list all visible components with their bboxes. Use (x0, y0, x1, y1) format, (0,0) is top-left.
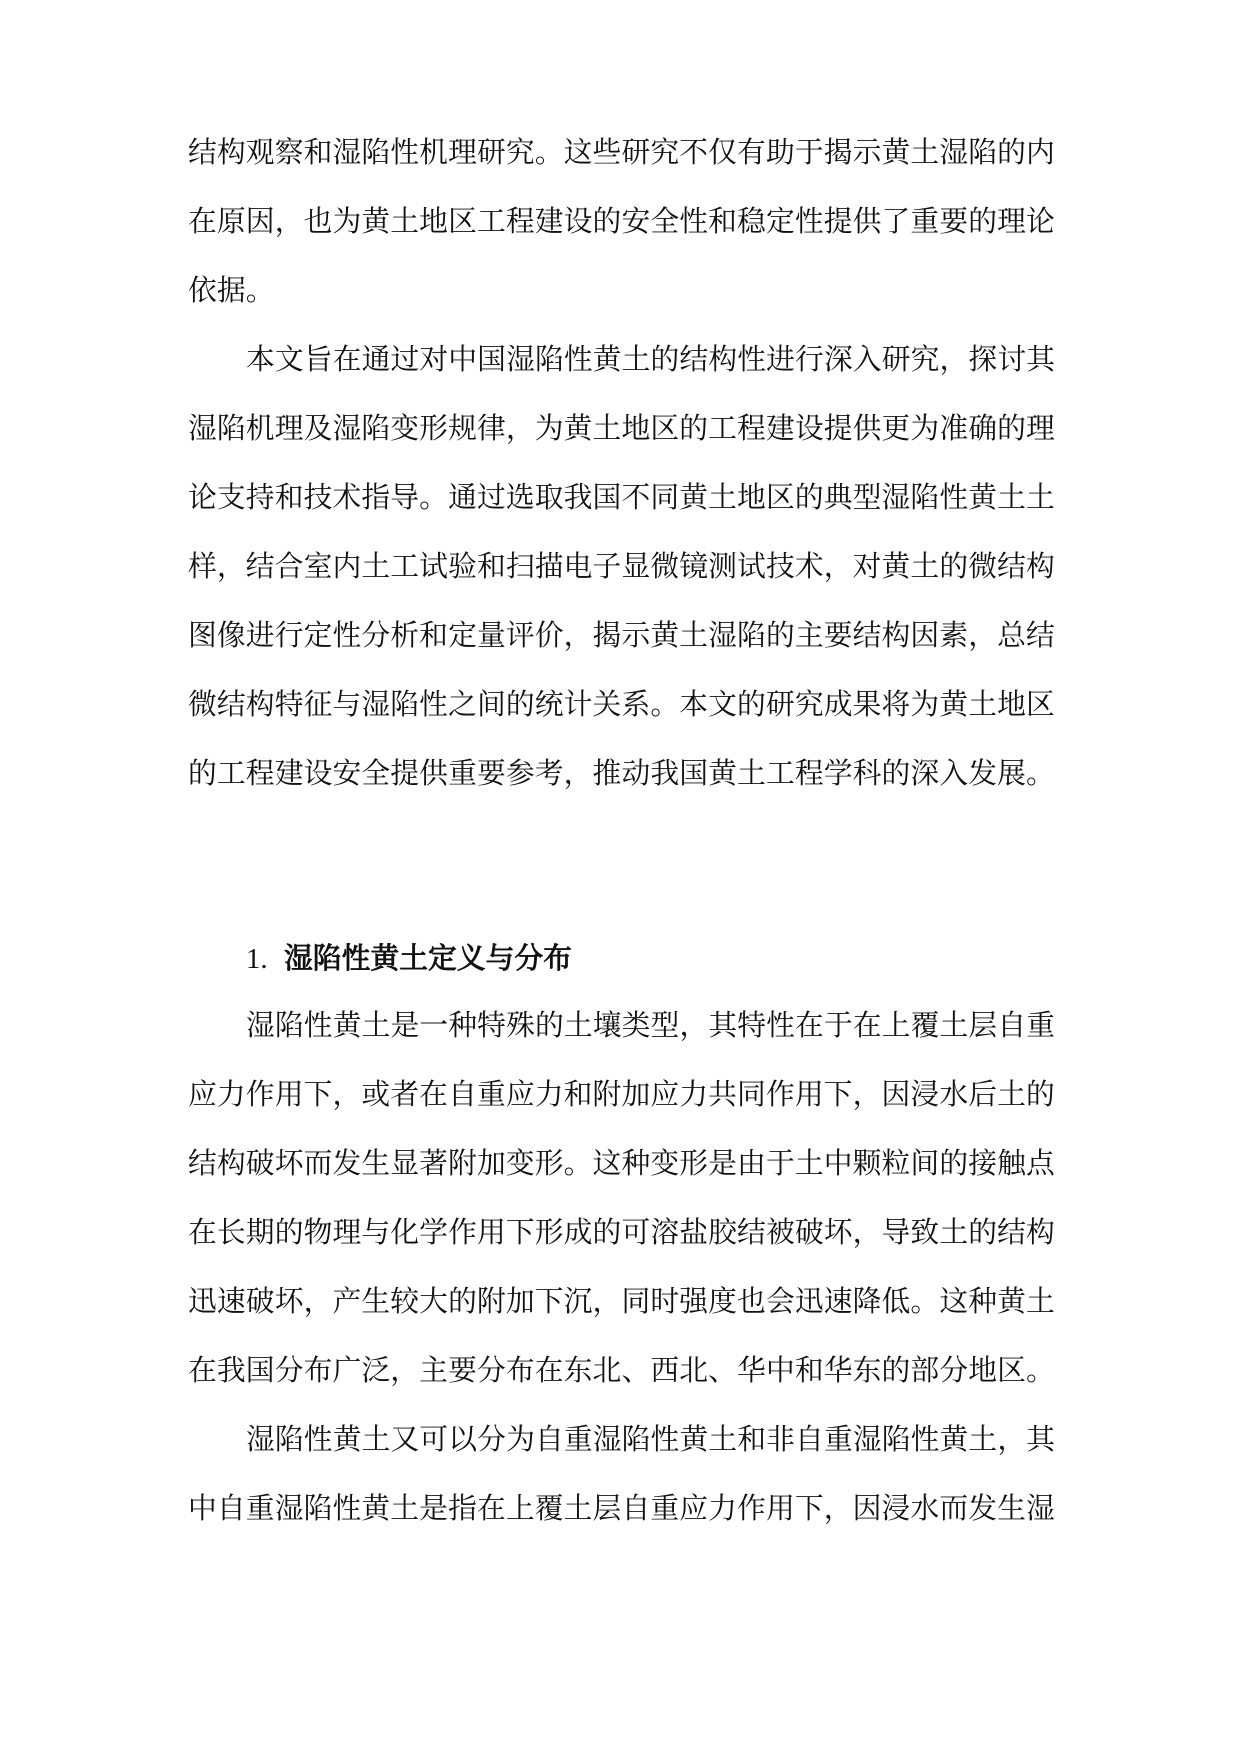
paragraph-1-line-2: 在原因，也为黄土地区工程建设的安全性和稳定性提供了重要的理论 (188, 204, 1055, 238)
paragraph-1-line-1: 结构观察和湿陷性机理研究。这些研究不仅有助于揭示黄土湿陷的内 (188, 135, 1055, 169)
section-paragraph-1-line-3: 结构破坏而发生显著附加变形。这种变形是由于土中颗粒间的接触点 (188, 1146, 1055, 1180)
section-heading (246, 934, 846, 982)
section-title: 湿陷性黄土定义与分布 (284, 941, 572, 975)
section-paragraph-1-line-4: 在长期的物理与化学作用下形成的可溶盐胶结被破坏，导致土的结构 (188, 1215, 1055, 1249)
paragraph-2-line-7: 的工程建设安全提供重要参考，推动我国黄土工程学科的深入发展。 (188, 756, 1055, 790)
section-number: 1. (246, 943, 268, 975)
section-paragraph-1-line-6: 在我国分布广泛，主要分布在东北、西北、华中和华东的部分地区。 (188, 1353, 1055, 1387)
paragraph-2-line-2: 湿陷机理及湿陷变形规律，为黄土地区的工程建设提供更为准确的理 (188, 411, 1055, 445)
paragraph-2-line-1: 本文旨在通过对中国湿陷性黄土的结构性进行深入研究，探讨其 (246, 342, 1056, 376)
section-paragraph-1-line-5: 迅速破坏，产生较大的附加下沉，同时强度也会迅速降低。这种黄土 (188, 1284, 1055, 1318)
paragraph-2-line-4: 样，结合室内土工试验和扫描电子显微镜测试技术，对黄土的微结构 (188, 549, 1055, 583)
paragraph-2-line-3: 论支持和技术指导。通过选取我国不同黄土地区的典型湿陷性黄土土 (188, 480, 1055, 514)
paragraph-2-line-5: 图像进行定性分析和定量评价，揭示黄土湿陷的主要结构因素，总结 (188, 618, 1055, 652)
section-paragraph-1-line-2: 应力作用下，或者在自重应力和附加应力共同作用下，因浸水后土的 (188, 1077, 1055, 1111)
paragraph-2-line-6: 微结构特征与湿陷性之间的统计关系。本文的研究成果将为黄土地区 (188, 687, 1055, 721)
section-paragraph-2-line-2: 中自重湿陷性黄土是指在上覆土层自重应力作用下，因浸水而发生湿 (188, 1491, 1055, 1525)
paragraph-1-line-3: 依据。 (188, 273, 275, 307)
section-paragraph-1-line-1: 湿陷性黄土是一种特殊的土壤类型，其特性在于在上覆土层自重 (246, 1008, 1056, 1042)
section-paragraph-2-line-1: 湿陷性黄土又可以分为自重湿陷性黄土和非自重湿陷性黄土，其 (246, 1422, 1056, 1456)
